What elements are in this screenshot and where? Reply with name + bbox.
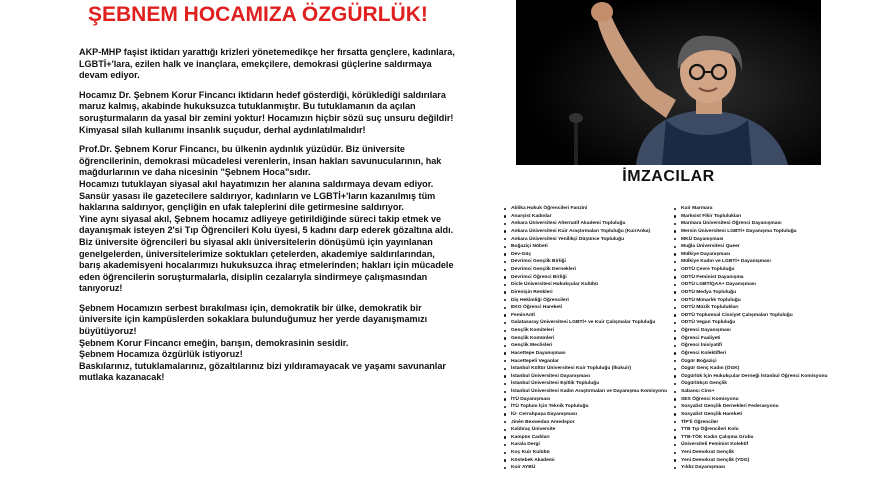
signatories-list-right	[673, 205, 827, 472]
signatory-item: Ankara Üniversitesi Kuir Araştırmaları Topluluğu (KuirAnka)	[503, 228, 667, 236]
paragraph: Prof.Dr. Şebnem Korur Fincancı, bu ülkenin aydınlık yüzüdür. Biz üniversite öğrencilerinin, demokrasi mücadelesi verenlerin, insan hakları savunucularının, hak mağdurlarının ve daha nicesinin "Şebnem Hoca"sıdır.	[79, 144, 442, 178]
signatory-item: Üniversiteli Feminist Kolektif	[673, 441, 827, 449]
signatory-item: Özgür Boğaziçi	[673, 358, 827, 366]
signatory-item: Mülkiye Kadın ve LGBTİ+ Dayanışması	[673, 258, 827, 266]
signatory-item: Marmara Üniversitesi Öğrenci Dayanışması	[673, 220, 827, 228]
paragraph: Şebnem Hocamıza özgürlük istiyoruz!	[79, 349, 243, 360]
signatory-item: ODTÜ Müzik Toplulukları	[673, 304, 827, 312]
signatory-item: ODTÜ Vegan Topluluğu	[673, 319, 827, 327]
signatory-item: ODTÜ Toplumsal Cinsiyet Çalışmaları Topluluğu	[673, 312, 827, 320]
signatory-item: Öğrenci Faaliyeti	[673, 335, 827, 343]
signatory-item: Koç Kuir Kulübü	[503, 449, 667, 457]
signatory-item: İTÜ Toplum İçin Teknik Topluluğu	[503, 403, 667, 411]
signatory-item: Kaldıraç Üniversite	[503, 426, 667, 434]
signatory-item: Gençlik Meclisleri	[503, 342, 667, 350]
signatory-item: İÜ- Cerrahpaşa Dayanışması	[503, 411, 667, 419]
paragraph: Hocamız Dr. Şebnem Korur Fincancı iktidarın hedef gösterdiği, körüklediği saldırılara maruz kalmış, akabinde hukuksuzca tutuklanmıştır. Bu tutuklamanın da açılan soruşturmaların da yasal bir zemini yoktur! Hocamızın hiçbir sözü suç unsuru değildir! Kimyasal silah kullanımı insanlık suçudur, derhal aydınlatılmalıdır!	[79, 89, 454, 135]
signatory-item: Mersin Üniversitesi LGBTİ+ Dayanışma Topluluğu	[673, 228, 827, 236]
signatory-item: Devrimci Öğrenci Birliği	[503, 274, 667, 282]
signatory-item: TİP'li Öğrenciler	[673, 419, 827, 427]
signatory-item: Diş Hekimliği Öğrencileri	[503, 297, 667, 305]
signatory-item: Yeni Demokrat Gençlik	[673, 449, 827, 457]
signatory-item: Özgürlük İçin Hukukçular Derneği İstanbul Öğrenci Komisyonu	[673, 373, 827, 381]
signatory-item: Boğaziçi Nöbeti	[503, 243, 667, 251]
paragraph: Biz üniversite öğrencileri bu siyasal aklı üniversitelerin dönüşümü için yayınlanan genelgelerden, üniversitelerimize soktukları çetelerden, akademiye saldırılarından, barış akademisyeni hocalarımızı hukuksuzca ihraç etmelerinden; hakları için mücadele eden öğrencilerin soruşturmalarla, disiplin cezalarıyla sindirmeye çalışmasından tanıyoruz!	[79, 236, 454, 294]
statement-body	[79, 47, 459, 384]
signatory-item: Dev-Güç	[503, 251, 667, 259]
signatory-item: ODTÜ Mimarlık Topluluğu	[673, 297, 827, 305]
signatory-item: İstanbul Üniversitesi Eşitlik Topluluğu	[503, 380, 667, 388]
signatory-item: Kuir AYBÜ	[503, 464, 667, 472]
signatory-item: İTÜ Dayanışması	[503, 396, 667, 404]
signatories-title: İMZACILAR	[622, 168, 715, 185]
signatory-item: Ablika Hukuk Öğrencileri Fanzini	[503, 205, 667, 213]
paragraph: Yine aynı siyasal akıl, Şebnem hocamız adliyeye getirildiğinde süreci takip etmek ve dayanışmak isteyen 2'si Tıp Öğrencileri Kolu üyesi, 5 kadını darp ederek gözaltına aldı.	[79, 213, 454, 236]
signatory-item: İstanbul Üniversitesi Kadın Araştırmaları ve Dayanışma Komisyonu	[503, 388, 667, 396]
signatory-item: Öğrenci İnisiyatifi	[673, 342, 827, 350]
signatory-item: MKÜ Dayanışması	[673, 236, 827, 244]
signatory-item: Kuir Marmara	[673, 205, 827, 213]
signatory-item: Kampüs Cadıları	[503, 434, 667, 442]
signatory-item: Sabancı Cins+	[673, 388, 827, 396]
signatory-item: EKO Öğrenci Hareketi	[503, 304, 667, 312]
paragraph: Şebnem Hocamızın serbest bırakılması için, demokratik bir ülke, demokratik bir üniversite için kampüslerden sokaklara bulunduğumuz her yerde dayanışmamızı büyütüyoruz!	[79, 302, 428, 337]
signatory-item: Özgür Genç Kadın (ÖGK)	[673, 365, 827, 373]
paragraph: Hocamızı tutuklayan siyasal akıl hayatımızın her alanına saldırmaya devam ediyor. Sansür yasası ile gazetecilere saldırıyor, kadınların ve LGBTİ+'ların kazanılmış tüm haklarına saldırıyor, gençliğin en ufak taleplerini dile getirmesine saldırıyor.	[79, 178, 436, 213]
signatory-item: Gençlik Komünleri	[503, 335, 667, 343]
signatory-item: Galatasaray Üniversitesi LGBTİ+ ve Kuir Çalışmalar Topluluğu	[503, 319, 667, 327]
signatory-item: ODTÜ Çevre Topluluğu	[673, 266, 827, 274]
signatory-item: Yıldız Dayanışması	[673, 464, 827, 472]
paragraph: Şebnem Korur Fincancı emeğin, barışın, demokrasinin sesidir.	[79, 337, 349, 348]
signatory-item: TTB-TÖK Kadın Çalışma Grubu	[673, 434, 827, 442]
signatory-item: ODTÜ Feminist Dayanışma	[673, 274, 827, 282]
signatories-list-left	[503, 205, 667, 472]
signatory-item: FeminAntl	[503, 312, 667, 320]
signatory-item: Öğrenci Dayanışması	[673, 327, 827, 335]
statement-title: ŞEBNEM HOCAMIZA ÖZGÜRLÜK!	[88, 3, 428, 26]
signatory-item: Direnişin Renkleri	[503, 289, 667, 297]
signatory-item: Anarşist Kadınlar	[503, 213, 667, 221]
signatory-item: Devrimci Gençlik Dernekleri	[503, 266, 667, 274]
signatory-item: Mülkiye Dayanışması	[673, 251, 827, 259]
signatory-item: Öğrenci Kolektifleri	[673, 350, 827, 358]
signatory-item: Marksist Fikir Toplulukları	[673, 213, 827, 221]
signatory-item: Ankara Üniversitesi Alternatif Akademi Topluluğu	[503, 220, 667, 228]
signatory-item: Özgürlükçü Gençlik	[673, 380, 827, 388]
signatory-item: Sosyalist Gençlik Hareketi	[673, 411, 827, 419]
signatory-item: Karala Dergi	[503, 441, 667, 449]
signatory-item: Sosyalist Gençlik Dernekleri Federasyonu	[673, 403, 827, 411]
signatory-item: SES Öğrenci Komisyonu	[673, 396, 827, 404]
signatory-item: İstanbul Üniversitesi Dayanışması	[503, 373, 667, 381]
signatory-item: Köstebek Akademi	[503, 457, 667, 465]
signatory-item: Muğla Üniversitesi Queer	[673, 243, 827, 251]
signatory-item: İstanbul Kültür Üniversitesi Kuir Topluluğu (İkukuir)	[503, 365, 667, 373]
signatory-item: Ankara Üniversitesi Yenilikçi Düşünce Topluluğu	[503, 236, 667, 244]
signatory-item: Yeni Demokrat Gençlik (YDG)	[673, 457, 827, 465]
signatory-item: Gençlik Komiteleri	[503, 327, 667, 335]
signatory-item: Devrimci Gençlik Birliği	[503, 258, 667, 266]
portrait-photo	[516, 0, 821, 165]
signatory-item: Dicle Üniversitesi Hukukçular Kulübü	[503, 281, 667, 289]
paragraph: AKP-MHP faşist iktidarı yarattığı krizleri yönetemedikçe her fırsatta gençlere, kadınlara, LGBTİ+'lara, ezilen halk ve inançlara, emekçilere, demokrasi güçlerine saldırmaya devam ediyor.	[79, 47, 455, 81]
paragraph: Baskılarınız, tutuklamalarınız, gözaltılarınız bizi yıldıramayacak ve yaşamı savunanlar mutlaka kazanacak!	[79, 360, 446, 383]
signatory-item: Hacettepe Dayanışması	[503, 350, 667, 358]
signatory-item: Jinên Bexwedan Amedspor	[503, 419, 667, 427]
signatory-item: ODTÜ LGBTİQAA+ Dayanışması	[673, 281, 827, 289]
signatory-item: ODTÜ Medya Topluluğu	[673, 289, 827, 297]
signatory-item: Hacettepeli Veganlar	[503, 358, 667, 366]
signatory-item: TTB Tıp Öğrencileri Kolu	[673, 426, 827, 434]
